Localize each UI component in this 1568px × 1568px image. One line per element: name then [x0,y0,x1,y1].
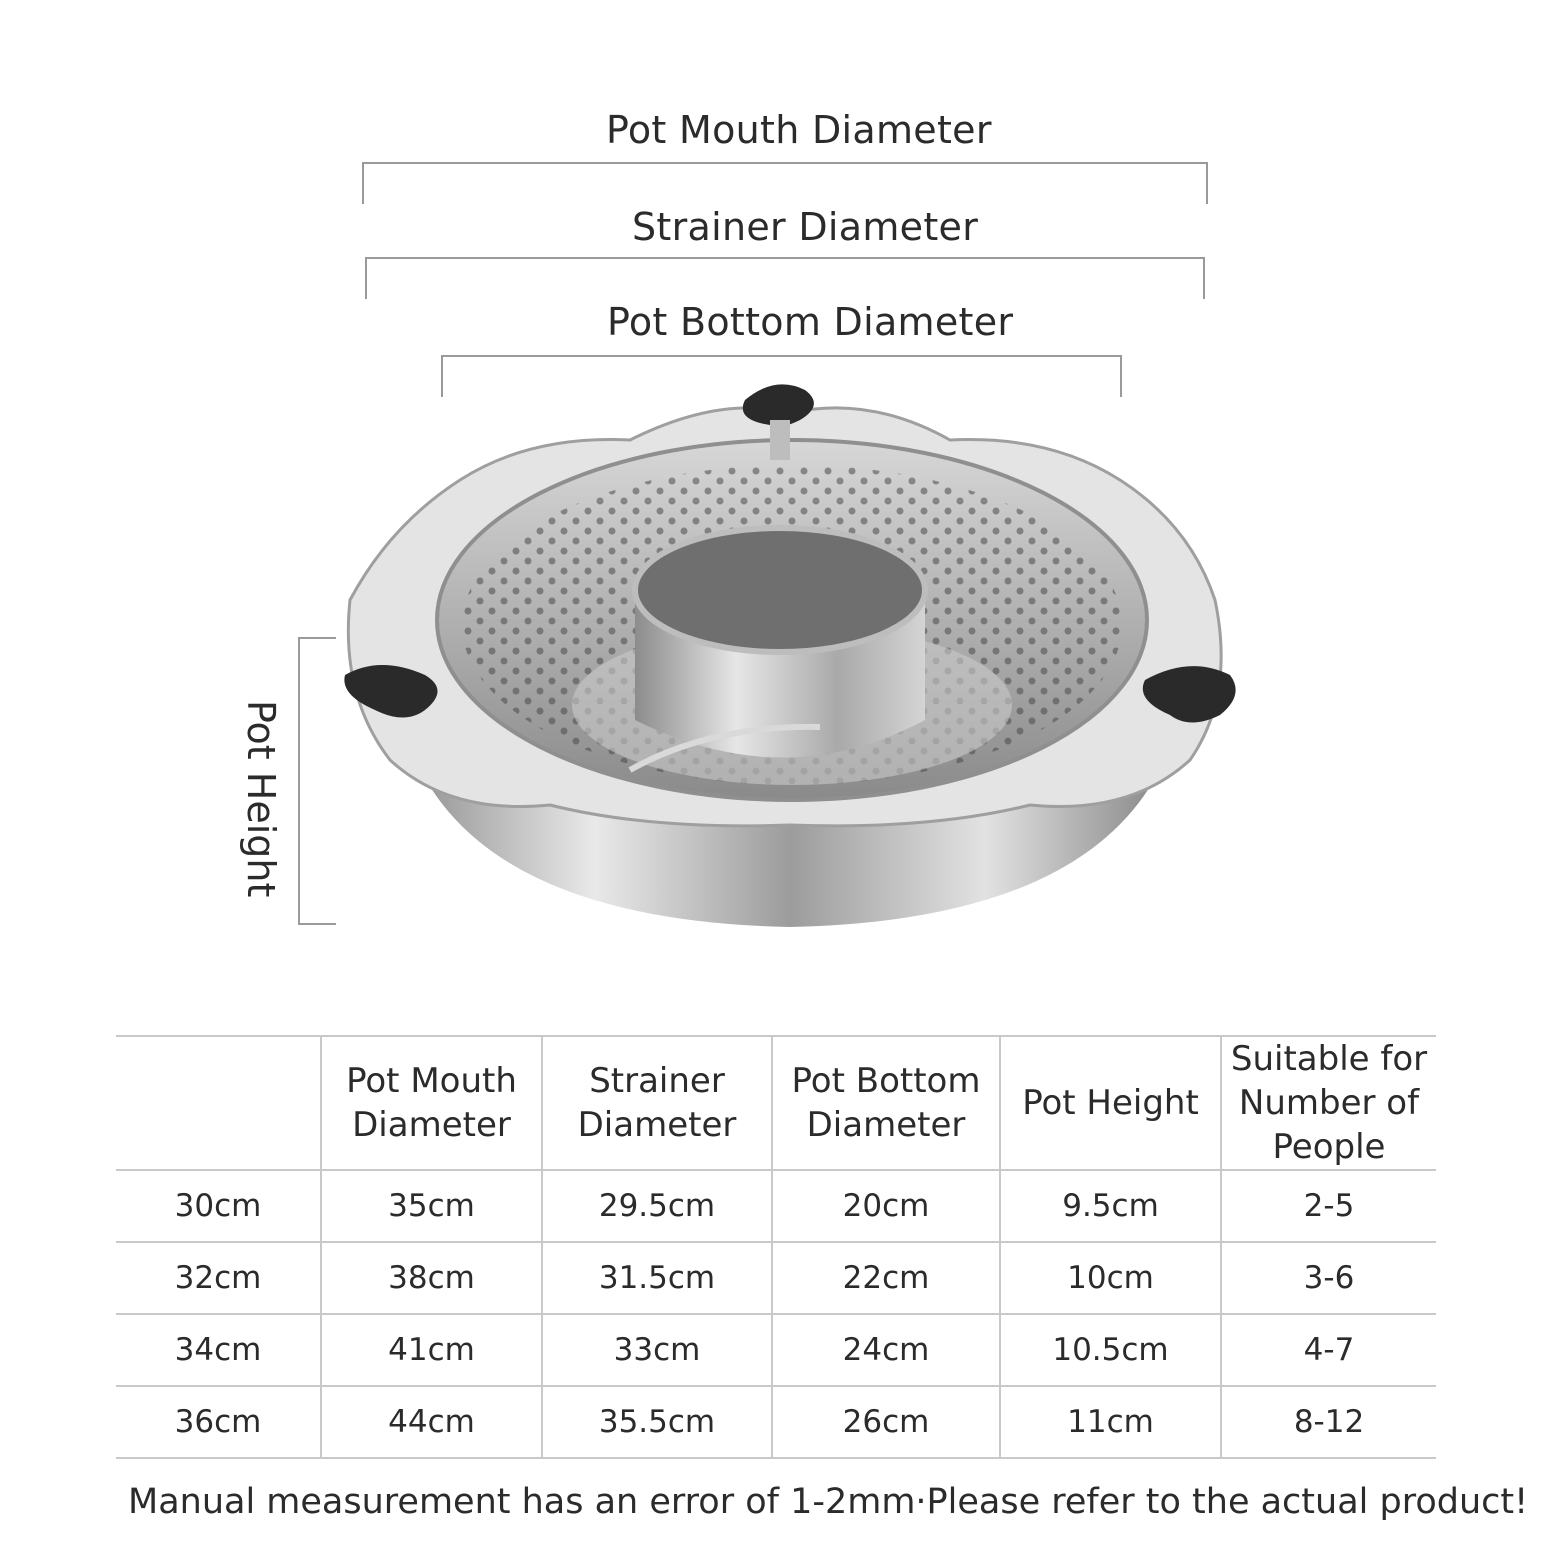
header-cell: Pot Height [1000,1036,1221,1170]
table-cell: 35cm [321,1170,542,1242]
header-cell: Strainer Diameter [542,1036,772,1170]
header-cell: Pot Mouth Diameter [321,1036,542,1170]
pot-mouth-bracket [362,162,1208,204]
pot-height-label: Pot Height [239,700,283,898]
table-row [116,1170,1436,1242]
table-row [116,1314,1436,1386]
spec-table [116,1035,1436,1459]
table-cell: 36cm [116,1386,321,1458]
table-cell: 38cm [321,1242,542,1314]
table-cell: 24cm [772,1314,1000,1386]
table-cell: 11cm [1000,1386,1221,1458]
table-cell: 34cm [116,1314,321,1386]
pot-illustration [330,375,1250,935]
table-cell: 3-6 [1221,1242,1436,1314]
table-row [116,1386,1436,1458]
header-cell: Pot Bottom Diameter [772,1036,1000,1170]
table-cell: 35.5cm [542,1386,772,1458]
table-cell: 10cm [1000,1242,1221,1314]
table-cell: 32cm [116,1242,321,1314]
header-cell [116,1036,321,1170]
table-cell: 44cm [321,1386,542,1458]
table-cell: 41cm [321,1314,542,1386]
table-cell: 8-12 [1221,1386,1436,1458]
pot-bottom-diameter-label: Pot Bottom Diameter [607,300,1014,344]
strainer-bracket [365,257,1205,299]
pot-mouth-diameter-label: Pot Mouth Diameter [606,108,992,152]
table-cell: 33cm [542,1314,772,1386]
table-cell: 20cm [772,1170,1000,1242]
table-cell: 2-5 [1221,1170,1436,1242]
table-cell: 26cm [772,1386,1000,1458]
table-header-row [116,1036,1436,1170]
table-cell: 31.5cm [542,1242,772,1314]
table-cell: 9.5cm [1000,1170,1221,1242]
measurement-note: Manual measurement has an error of 1-2mm·Please refer to the actual product! [128,1482,1529,1522]
table-cell: 4-7 [1221,1314,1436,1386]
strainer-diameter-label: Strainer Diameter [632,205,979,249]
table-cell: 10.5cm [1000,1314,1221,1386]
table-cell: 30cm [116,1170,321,1242]
table-cell: 29.5cm [542,1170,772,1242]
header-cell: Suitable for Number of People [1221,1036,1436,1170]
table-row [116,1242,1436,1314]
table-cell: 22cm [772,1242,1000,1314]
